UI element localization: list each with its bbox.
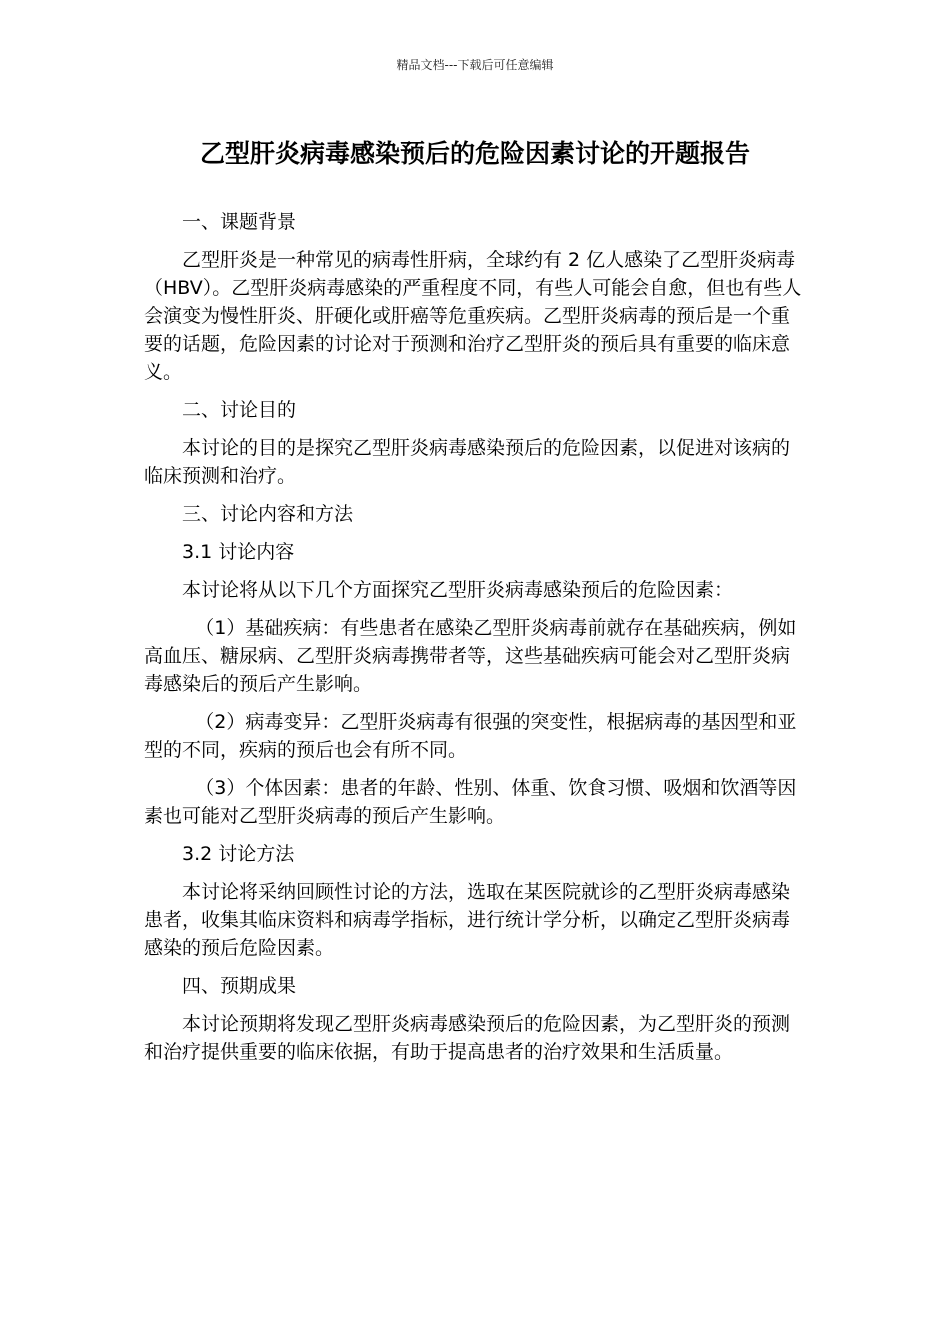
header-note: 精品文档---下载后可任意编辑 <box>396 58 554 72</box>
subsection-heading-content: 3.1 讨论内容 <box>182 541 295 563</box>
subsection-heading-method: 3.2 讨论方法 <box>182 843 295 865</box>
paragraph-content-intro: 本讨论将从以下几个方面探究乙型肝炎病毒感染预后的危险因素： <box>182 579 734 601</box>
section-heading-content-method: 三、讨论内容和方法 <box>182 503 354 525</box>
document-body <box>144 208 808 1076</box>
section-heading-background: 一、课题背景 <box>182 211 297 233</box>
paragraph-expected-results: 本讨论预期将发现乙型肝炎病毒感染预后的危险因素，为乙型肝炎的预测和治疗提供重要的临床依据，有助于提高患者的治疗效果和生活质量。 <box>144 1013 791 1063</box>
section-heading-expected-results: 四、预期成果 <box>182 975 297 997</box>
list-item-underlying-disease: （1）基础疾病：有些患者在感染乙型肝炎病毒前就存在基础疾病，例如高血压、糖尿病、乙型肝炎病毒携带者等，这些基础疾病可能会对乙型肝炎病毒感染后的预后产生影响。 <box>144 617 797 695</box>
document-title: 乙型肝炎病毒感染预后的危险因素讨论的开题报告 <box>199 139 750 168</box>
section-heading-purpose: 二、讨论目的 <box>182 399 297 421</box>
paragraph-purpose: 本讨论的目的是探究乙型肝炎病毒感染预后的危险因素，以促进对该病的临床预测和治疗。 <box>144 437 791 487</box>
list-item-virus-mutation: （2）病毒变异：乙型肝炎病毒有很强的突变性，根据病毒的基因型和亚型的不同，疾病的预后也会有所不同。 <box>144 711 797 761</box>
list-item-individual-factors: （3）个体因素：患者的年龄、性别、体重、饮食习惯、吸烟和饮酒等因素也可能对乙型肝炎病毒的预后产生影响。 <box>144 777 797 827</box>
paragraph-method: 本讨论将采纳回顾性讨论的方法，选取在某医院就诊的乙型肝炎病毒感染患者，收集其临床资料和病毒学指标，进行统计学分析，以确定乙型肝炎病毒感染的预后危险因素。 <box>144 881 791 959</box>
paragraph-background: 乙型肝炎是一种常见的病毒性肝病，全球约有 2 亿人感染了乙型肝炎病毒（HBV）。乙型肝炎病毒感染的严重程度不同，有些人可能会自愈，但也有些人会演变为慢性肝炎、肝硬化或肝癌等危重疾病。乙型肝炎病毒的预后是一个重要的话题，危险因素的讨论对于预测和治疗乙型肝炎的预后具有重要的临床意义。 <box>144 249 802 383</box>
